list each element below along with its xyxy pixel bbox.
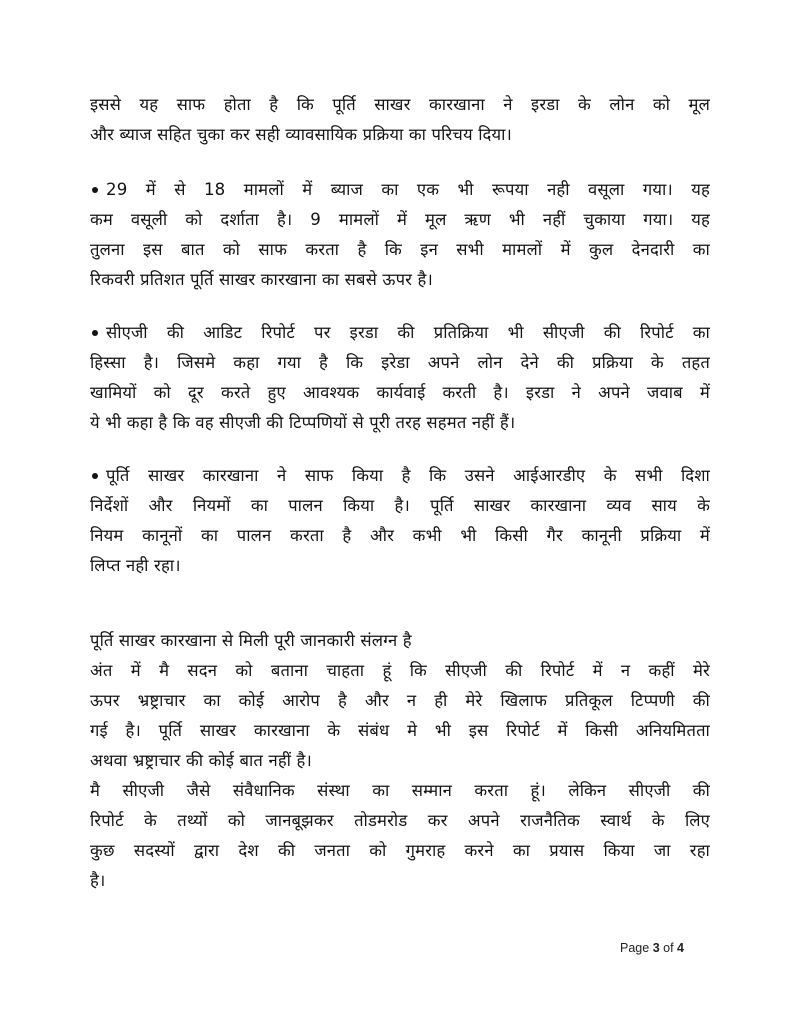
paragraph-line-text: पूर्ति साखर कारखाना ने साफ किया है कि उसने आईआरडीए के सभी दिशा [106, 466, 710, 485]
paragraph-line: नियम कानूनों का पालन करता है और कभी भी किसी गैर कानूनी प्रक्रिया में [90, 526, 710, 545]
paragraph-line: रिपोर्ट के तथ्यों को जानबूझकर तोडमरोड कर अपने राजनैतिक स्वार्थ के लिए [90, 811, 710, 830]
bullet-icon [92, 473, 98, 479]
paragraph-line: रिकवरी प्रतिशत पूर्ति साखर कारखाना का सबसे ऊपर है। [90, 270, 433, 289]
paragraph-intro [90, 90, 710, 150]
page-word: Page [620, 941, 650, 955]
paragraph-line: हिस्सा है। जिसमे कहा गया है कि इरेडा अपने लोन देने की प्रक्रिया के तहत [90, 353, 710, 372]
paragraph-line: खामियों को दूर करते हुए आवश्यक कार्यवाई करती है। इरडा ने अपने जवाब में [90, 383, 710, 402]
paragraph-line: लिप्त नही रहा। [90, 556, 181, 575]
bullet-item-cag-audit-response [90, 318, 710, 438]
bullet-icon [92, 187, 98, 193]
paragraph-line [90, 461, 710, 491]
current-page-number: 3 [652, 941, 660, 955]
paragraph-line: निर्देशों और नियमों का पालन किया है। पूर्ति साखर कारखाना व्यव साय के [90, 496, 710, 515]
paragraph-line: और ब्याज सहित चुका कर सही व्यावसायिक प्रक्रिया का परिचय दिया। [90, 125, 512, 144]
bullet-icon [92, 330, 98, 336]
paragraph-line-text: 29 में से 18 मामलों में ब्याज का एक भी रूपया नही वसूला गया। यह [106, 180, 710, 199]
paragraph-line: इससे यह साफ होता है कि पूर्ति साखर कारखाना ने इरडा के लोन को मूल [90, 95, 710, 114]
paragraph-line: अंत में मै सदन को बताना चाहता हूं कि सीएजी की रिपोर्ट में न कहीं मेरे [90, 661, 710, 680]
paragraph-line: तुलना इस बात को साफ करता है कि इन सभी मामलों में कुल देनदारी का [90, 240, 710, 259]
paragraph-line: कम वसूली को दर्शाता है। 9 मामलों में मूल ऋण भी नहीं चुकाया गया। यह [90, 210, 710, 229]
bullet-item-compliance [90, 461, 710, 581]
paragraph-line: ऊपर भ्रष्ट्राचार का कोई आरोप है और न ही मेरे खिलाफ प्रतिकूल टिप्पणी की [90, 691, 710, 710]
paragraph-line: अथवा भ्रष्ट्राचार की कोई बात नहीं है। [90, 751, 312, 770]
paragraph-line: मै सीएजी जैसे संवैधानिक संस्था का सम्मान करता हूं। लेकिन सीएजी की [90, 781, 710, 800]
paragraph-line: पूर्ति साखर कारखाना से मिली पूरी जानकारी संलग्न है [90, 631, 412, 650]
bullet-item-interest-recovery [90, 175, 710, 295]
paragraph-line-text: सीएजी की आडिट रिपोर्ट पर इरडा की प्रतिक्रिया भी सीएजी की रिपोर्ट का [106, 323, 710, 342]
paragraph-line [90, 175, 710, 205]
paragraph-line [90, 318, 710, 348]
of-word: of [663, 941, 674, 955]
paragraph-closing [90, 626, 710, 896]
paragraph-line: है। [90, 871, 106, 890]
paragraph-line: ये भी कहा है कि वह सीएजी की टिप्पणियों से पूरी तरह सहमत नहीं हैं। [90, 413, 516, 432]
page-number-footer [620, 941, 684, 955]
paragraph-line: कुछ सदस्यों द्वारा देश की जनता को गुमराह करने का प्रयास किया जा रहा [90, 841, 710, 860]
total-pages-number: 4 [677, 941, 684, 955]
paragraph-line: गई है। पूर्ति साखर कारखाना के संबंध मे भी इस रिपोर्ट में किसी अनियमितता [90, 721, 710, 740]
